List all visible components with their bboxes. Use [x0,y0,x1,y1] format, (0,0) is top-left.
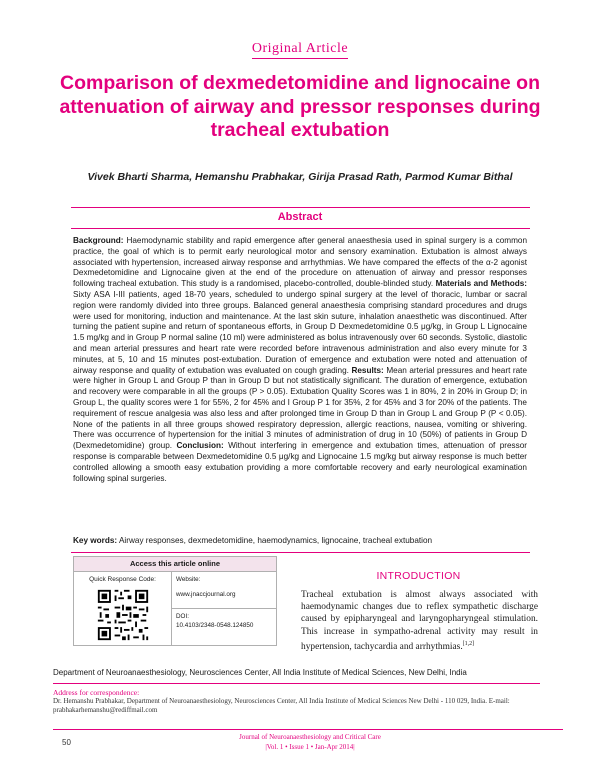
introduction-body [301,589,538,653]
divider [53,729,563,730]
keywords [73,536,527,547]
journal-footer [210,732,410,752]
results-label: Results: [351,365,384,375]
qr-label: Quick Response Code: [89,576,156,583]
divider [71,228,530,229]
divider [71,207,530,208]
introduction-heading: INTRODUCTION [376,570,461,582]
conclusion-label: Conclusion: [176,441,224,451]
access-header: Access this article online [74,557,276,572]
page-number: 50 [62,738,71,747]
results-text: Mean arterial pressures and heart rate were higher in Group L and Group P than in Group D but not statistically significant. The duration of emergence, extubation and recovery were comparable in all the groups (P > 0.05). Extubation Quality Scores was 1 in 80%, 2 in 20% in Group D; in Group L, the quality scores were 1 for 55%, 2 for 45% and I Group P 1 for 35%, 2 for 45% and 3 for 20% of the patients. The requirement of rescue analgesia was also less and after prolonged time in Group D than in Group L and Group P (P < 0.05). None of the patients in all three groups showed respiratory depression, allergic reactions, nausea, vomiting or shivering. There was occurrence of hypertension for the initial 3 minutes of administration of drug in 10 (50%) of patients in Group D (Dexmedetomidine) group. [73,365,528,451]
website-link[interactable]: www.jnaccjournal.org [176,591,236,598]
citation-ref[interactable]: [1,2] [462,640,475,647]
background-text: Haemodynamic stability and rapid emergence after general anaesthesia used in spinal surgery is a common practice, the goal of which is to permit early neurological motor and sensory examination. Extubation is almost always associated with hypertension, increased airway response and arrhythmias. We have compared the effects of the α-2 agonist Dexmedetomidine and Lignocaine given at the end of the procedure on attenuation of airway and pressor responses following tracheal extubation. This study is a randomised, placebo-controlled, double-blinded study. [73,236,527,289]
journal-name: Journal of Neuroanaesthesiology and Critical Care [239,733,381,741]
doi-label: DOI: [176,613,189,620]
divider [71,552,530,553]
website-label: Website: [176,576,201,583]
correspondence-text: Dr. Hemanshu Prabhakar, Department of Neuroanaesthesiology, Neurosciences Center, All India Institute of Medical Sciences New Delhi - 110 029, India. E-mail: prabhakarhemanshu@rediffmail.com [53,697,510,715]
conclusion-text: Without interfering in emergence and extubation times, attenuation of pressor response is comparable between Dexmedetomidine 0.5 μg/kg and Lignocaine 1.5 mg/kg but airway response is much better controlled allowing a smooth easy extubation providing a more comfortable recovery and early neurological examination following spinal surgeries. [73,441,527,483]
background-label: Background: [73,236,124,245]
abstract-body [73,236,527,484]
qr-panel [74,572,172,645]
abstract-heading: Abstract [277,211,323,223]
introduction-text: Tracheal extubation is almost always associated with haemodynamic changes due to reflex sympathetic discharge caused by epipharyngeal and laryngopharyngeal stimulation. This increase in sympatho-adrenal activity may result in hypertension, tachycardia and arrhythmias. [301,590,538,652]
doi-link[interactable]: 10.4103/2348-0548.124850 [176,622,254,629]
journal-issue: |Vol. 1 • Issue 1 • Jan-Apr 2014| [265,743,355,751]
divider [53,683,540,684]
methods-label: Materials and Methods: [435,279,527,289]
doi-row [172,609,276,630]
correspondence-heading: Address for correspondence: [53,688,140,697]
access-online-box [73,556,277,646]
methods-text: Sixty ASA I-III patients, aged 18-70 years, scheduled to undergo spinal surgery at the level of thoracic, lumbar or sacral region were randomly divided into three groups. Balanced general anaesthesia comprising standard procedures and drugs were used for monitoring, induction and maintenance. At the last skin suture, inhalation anaesthetic was discontinued. After turning the patient supine and return of spontaneous efforts, in Group D Dexmedetomidine 0.5 μg/kg, in Group L Lignocaine 1.5 mg/kg and in Group P normal saline (10 ml) were administered as bolus intravenously over 60 seconds. Systolic, diastolic and mean arterial pressures and heart rate were recorded before intravenous administration and also every minute for 3 minutes, at 5, 10 and 15 minutes post-extubation. Duration of emergence and extubation were noted and attenuation of airway response and quality of extubation was evaluated on cough grading. [73,289,527,375]
authors: Vivek Bharti Sharma, Hemanshu Prabhakar, Girija Prasad Rath, Parmod Kumar Bithal [87,171,513,183]
article-links-panel [172,572,276,645]
affiliation: Department of Neuroanaesthesiology, Neurosciences Center, All India Institute of Medical Sciences, New Delhi, India [53,668,467,677]
article-type-label: Original Article [0,41,600,59]
keywords-text: Airway responses, dexmedetomidine, haemodynamics, lignocaine, tracheal extubation [118,536,433,545]
qr-code-icon[interactable] [87,588,159,642]
website-row [172,572,276,599]
article-title: Comparison of dexmedetomidine and lignocaine on attenuation of airway and pressor responses during tracheal extubation [59,72,541,141]
keywords-label: Key words: [73,536,118,545]
